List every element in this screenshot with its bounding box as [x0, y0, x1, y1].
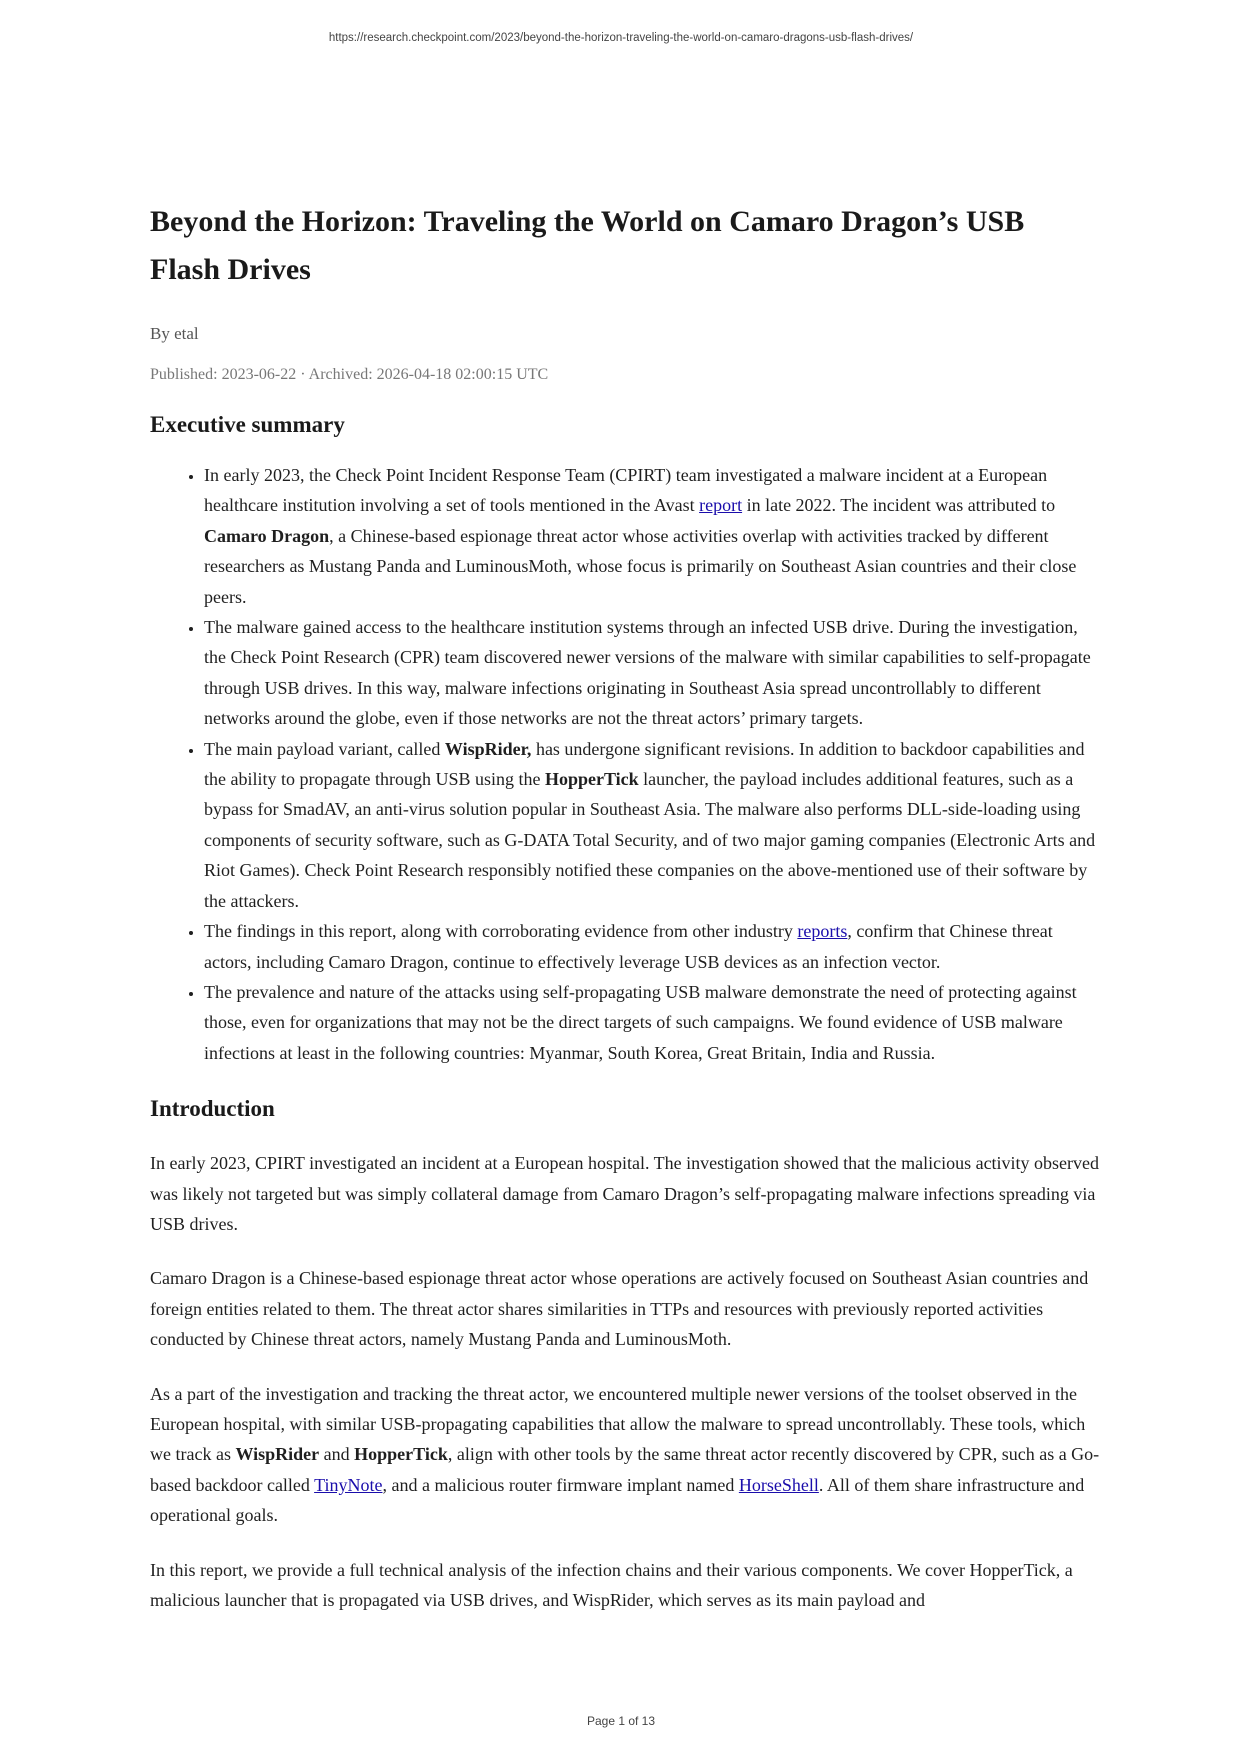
article-title: Beyond the Horizon: Traveling the World on Camaro Dragon’s USB Flash Drives: [150, 205, 1025, 286]
executive-summary-heading: Executive summary: [150, 412, 345, 437]
intro-paragraph-4: In this report, we provide a full technical analysis of the infection chains and their various components. We cover HopperTick, a malicious launcher that is propagated via USB drives, and WispRider, which serves as its main payload and: [150, 1559, 1073, 1610]
tinynote-link[interactable]: TinyNote: [314, 1474, 383, 1495]
page-url: https://research.checkpoint.com/2023/beyond-the-horizon-traveling-the-world-on-camaro-dragons-usb-flash-drives/: [328, 32, 914, 44]
reports-link[interactable]: reports: [797, 921, 848, 942]
article-body: [150, 198, 1100, 1615]
horseshell-link[interactable]: HorseShell: [738, 1474, 819, 1495]
report-link[interactable]: report: [699, 495, 743, 516]
intro-paragraph-2: Camaro Dragon is a Chinese-based espionage threat actor whose operations are actively focused on Southeast Asian countries and foreign entities related to them. The threat actor shares similarities in TTPs and resources with previously reported activities conducted by Chinese threat actors, namely Mustang Panda and LuminousMoth.: [150, 1268, 1089, 1350]
intro-paragraph-1: In early 2023, CPIRT investigated an incident at a European hospital. The investigation showed that the malicious activity observed was likely not targeted but was simply collateral damage from Camaro Dragon’s self-propagating malware infections spreading via USB drives.: [150, 1153, 1100, 1234]
page-number: Page 1 of 13: [586, 1714, 656, 1728]
list-item: • In early 2023, the Check Point Incident Response Team (CPIRT) team investigated a malware incident at a European healthcare institution involving a set of tools mentioned in the Avast report in late 2022. The incident was attributed to Camaro Dragon, a Chinese-based espionage threat actor whose activities overlap with activities tracked by different researchers as Mustang Panda and LuminousMoth, whose focus is primarily on Southeast Asian countries and their close peers.: [204, 460, 1100, 612]
executive-summary-list: [150, 460, 1100, 1068]
list-item: • The findings in this report, along with corroborating evidence from other industry reports, confirm that Chinese threat actors, including Camaro Dragon, continue to effectively leverage USB devices as an infection vector.: [204, 916, 1100, 977]
introduction-heading: Introduction: [150, 1096, 275, 1122]
list-item: • The malware gained access to the healthcare institution systems through an infected USB drive. During the investigation, the Check Point Research (CPR) team discovered newer versions of the malware with similar capabilities to self-propagate through USB drives. In this way, malware infections originating in Southeast Asia spread uncontrollably to different networks around the globe, even if those networks are not the threat actors’ primary targets.: [204, 612, 1100, 734]
list-item: • The prevalence and nature of the attacks using self-propagating USB malware demonstrate the need of protecting against those, even for organizations that may not be the direct targets of such campaigns. We found evidence of USB malware infections at least in the following countries: Myanmar, South Korea, Great Britain, India and Russia.: [204, 977, 1100, 1068]
article-byline: By etal: [150, 324, 199, 343]
publish-meta: Published: 2023-06-22 · Archived: 2026-04-18 02:00:15 UTC: [150, 366, 549, 383]
list-item: • The main payload variant, called WispRider, has undergone significant revisions. In addition to backdoor capabilities and the ability to propagate through USB using the HopperTick launcher, the payload includes additional features, such as a bypass for SmadAV, an anti-virus solution popular in Southeast Asia. The malware also performs DLL-side-loading using components of security software, such as G-DATA Total Security, and of two major gaming companies (Electronic Arts and Riot Games). Check Point Research responsibly notified these companies on the above-mentioned use of their software by the attackers.: [204, 734, 1100, 916]
intro-paragraph-3: As a part of the investigation and tracking the threat actor, we encountered multiple newer versions of the toolset observed in the European hospital, with similar USB-propagating capabilities that allow the malware to spread uncontrollably. These tools, which we track as WispRider and HopperTick, align with other tools by the same threat actor recently discovered by CPR, such as a Go-based backdoor called TinyNote, and a malicious router firmware implant named HorseShell. All of them share infrastructure and operational goals.: [150, 1383, 1100, 1526]
